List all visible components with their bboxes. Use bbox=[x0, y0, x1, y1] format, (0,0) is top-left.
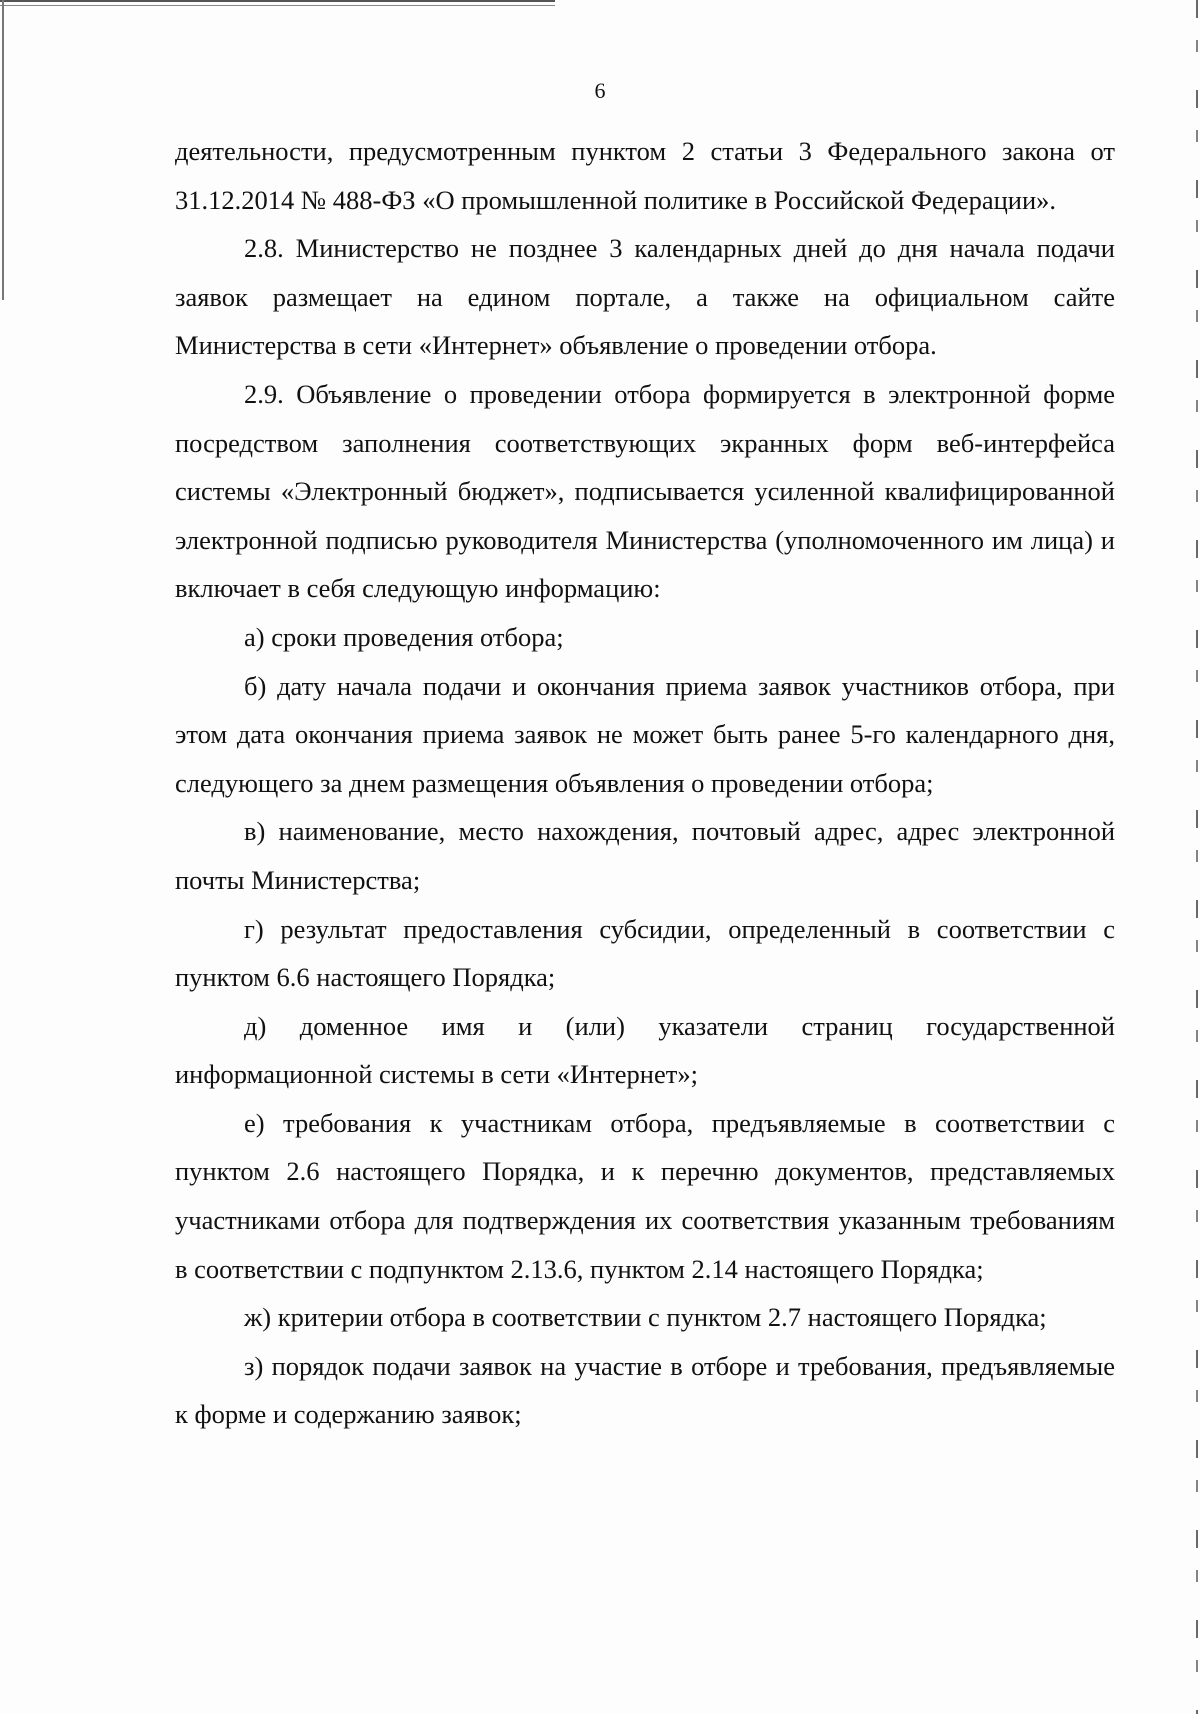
list-item-z: з) порядок подачи заявок на участие в отборе и требования, предъявляемые к форме и содержанию заявок; bbox=[175, 1350, 1115, 1430]
list-item-d: д) доменное имя и (или) указатели страниц государственной информационной системы в сети «Интернет»; bbox=[175, 1010, 1115, 1090]
scan-edge-right bbox=[1196, 0, 1198, 1714]
page-number: 6 bbox=[594, 78, 606, 103]
document-body bbox=[175, 127, 1115, 1439]
paragraph-2-9: 2.9. Объявление о проведении отбора формируется в электронной форме посредством заполнения соответствующих экранных форм веб-интерфейса системы «Электронный бюджет», подписывается усиленной квалифицированной электронной подписью руководителя Министерства (уполномоченного им лица) и включает в себя следующую информацию: bbox=[175, 378, 1115, 604]
list-item-b: б) дату начала подачи и окончания приема заявок участников отбора, при этом дата окончания приема заявок не может быть ранее 5-го календарного дня, следующего за днем размещения объявления о проведении отбора; bbox=[175, 670, 1115, 798]
list-item-a: а) сроки проведения отбора; bbox=[244, 621, 564, 652]
list-item-g: г) результат предоставления субсидии, определенный в соответствии с пунктом 6.6 настоящего Порядка; bbox=[175, 913, 1115, 993]
scan-edge-top bbox=[0, 0, 555, 6]
list-item-e: е) требования к участникам отбора, предъявляемые в соответствии с пунктом 2.6 настоящего Порядка, и к перечню документов, представляемых участниками отбора для подтверждения их соответствия указанным требованиям в соответствии с подпунктом 2.13.6, пунктом 2.14 настоящего Порядка; bbox=[175, 1107, 1115, 1284]
list-item-v: в) наименование, место нахождения, почтовый адрес, адрес электронной почты Министерства; bbox=[175, 816, 1115, 895]
paragraph-2-8: 2.8. Министерство не позднее 3 календарных дней до дня начала подачи заявок размещает на едином портале, а также на официальном сайте Министерства в сети «Интернет» объявление о проведении отбора. bbox=[175, 233, 1115, 361]
scan-edge-left bbox=[2, 0, 4, 300]
paragraph-continuation: деятельности, предусмотренным пунктом 2 статьи 3 Федерального закона от 31.12.2014 № 488-ФЗ «О промышленной политике в Российской Федерации». bbox=[175, 136, 1115, 215]
list-item-zh: ж) критерии отбора в соответствии с пунктом 2.7 настоящего Порядка; bbox=[244, 1302, 1047, 1333]
